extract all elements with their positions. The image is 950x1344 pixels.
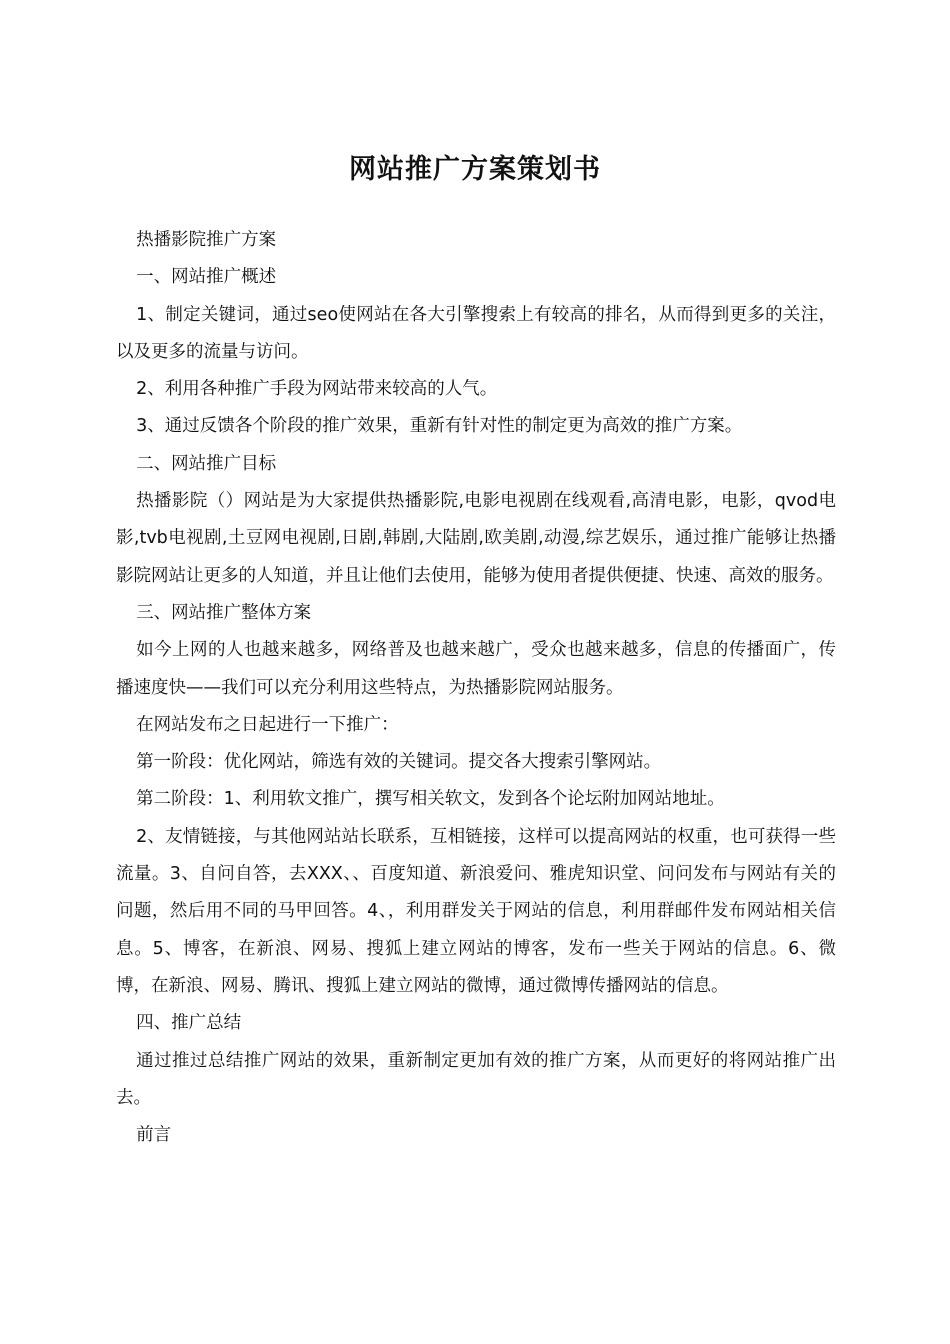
section-heading-goal: 二、网站推广目标 [136,453,277,474]
section-heading-overview: 一、网站推广概述 [136,267,277,288]
paragraph-plan-intro: 如今上网的人也越来越多，网络普及也越来越广，受众也越来越多，信息的传播面广，传播速度快——我们可以充分利用这些特点，为热播影院网站服务。 [116,640,836,698]
paragraph-overview-3: 3、通过反馈各个阶段的推广效果，重新有针对性的制定更为高效的推广方案。 [136,416,743,437]
paragraph-subtitle: 热播影院推广方案 [136,230,277,250]
paragraph-plan-start: 在网站发布之日起进行一下推广： [136,714,399,735]
paragraph-summary: 通过推过总结推广网站的效果，重新制定更加有效的推广方案，从而更好的将网站推广出去。 [116,1050,836,1108]
paragraph-overview-2: 2、利用各种推广手段为网站带来较高的人气。 [136,379,498,400]
section-heading-plan: 三、网站推广整体方案 [136,602,312,623]
paragraph-goal: 热播影院（）网站是为大家提供热播影院,电影电视剧在线观看,高清电影，电影，qvod电影,tvb电视剧,土豆网电视剧,日剧,韩剧,大陆剧,欧美剧,动漫,综艺娱乐，通过推广能够让热播影院网站让更多的人知道，并且让他们去使用，能够为使用者提供便捷、快速、高效的服务。 [116,491,836,586]
paragraph-stage-2: 第二阶段：1、利用软文推广，撰写相关软文，发到各个论坛附加网站地址。 [136,789,725,810]
paragraph-preface-heading: 前言 [136,1125,172,1146]
document-body [116,222,836,1154]
paragraph-overview-1: 1、制定关键词，通过seo使网站在各大引擎搜索上有较高的排名，从而得到更多的关注，以及更多的流量与访问。 [116,304,836,362]
paragraph-stage-1: 第一阶段：优化网站，筛选有效的关键词。提交各大搜索引擎网站。 [136,752,662,773]
paragraph-stage-2-details: 2、友情链接，与其他网站站长联系，互相链接，这样可以提高网站的权重，也可获得一些流量。3、自问自答，去XXX、、百度知道、新浪爱问、雅虎知识堂、问问发布与网站有关的问题，然后用不同的马甲回答。4、，利用群发关于网站的信息，利用群邮件发布网站相关信息。5、博客，在新浪、网易、搜狐上建立网站的博客，发布一些关于网站的信息。6、微博，在新浪、网易、腾讯、搜狐上建立网站的微博，通过微博传播网站的信息。 [116,826,836,996]
document-title: 网站推广方案策划书 [349,154,601,186]
section-heading-summary: 四、推广总结 [136,1013,242,1034]
